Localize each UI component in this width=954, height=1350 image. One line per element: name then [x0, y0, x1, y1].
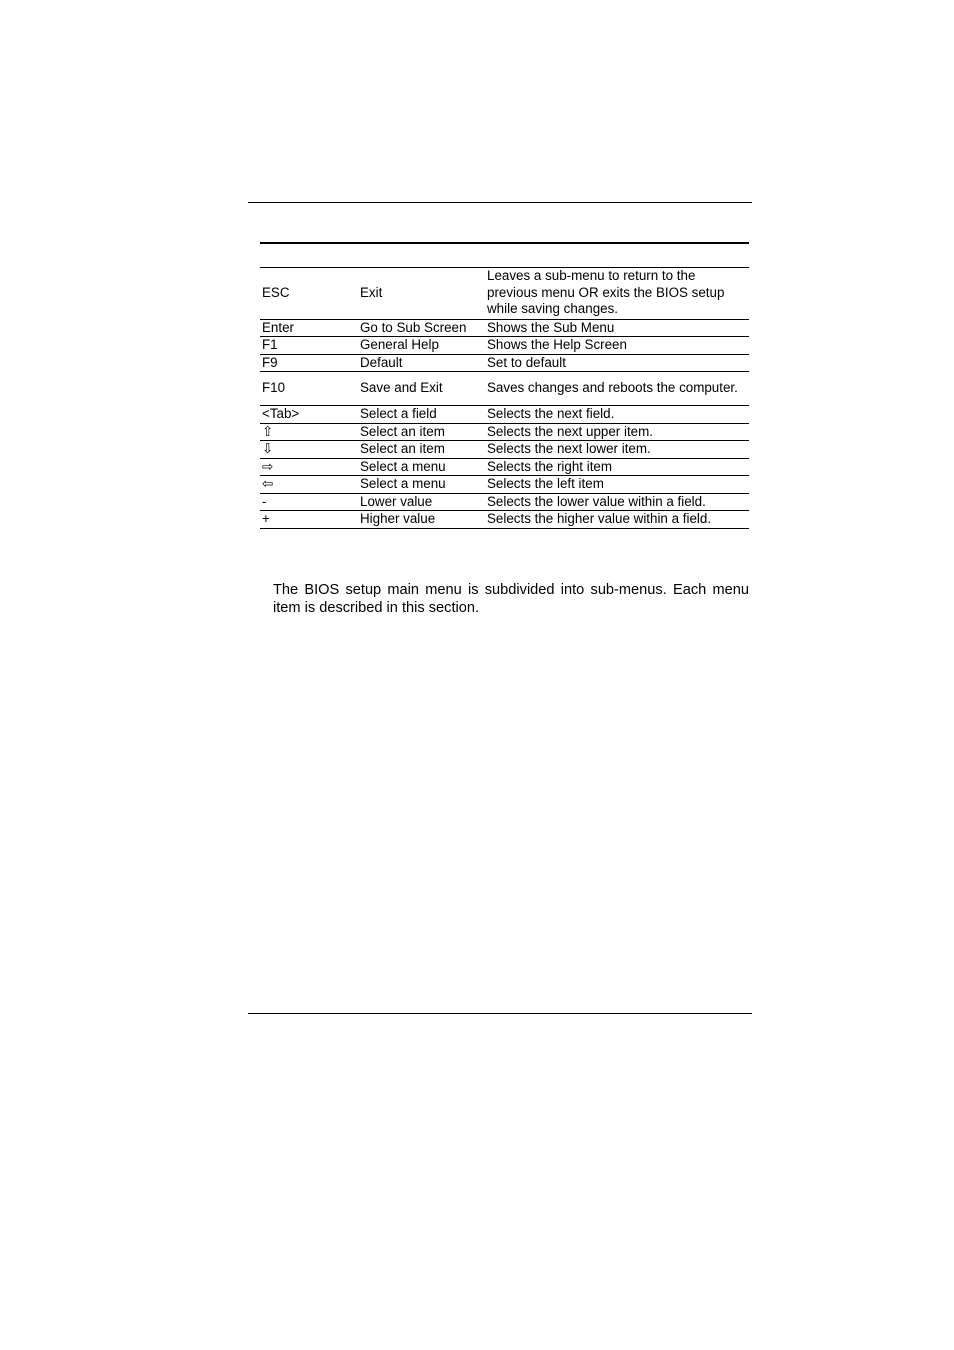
- left-arrow-icon: ⇦: [262, 476, 274, 491]
- table-row: [260, 319, 749, 337]
- function-cell: Lower value: [360, 493, 433, 509]
- table-row: [260, 458, 749, 476]
- description-cell: Set to default: [487, 354, 566, 370]
- description-cell: Selects the next field.: [487, 406, 615, 421]
- up-arrow-icon: ⇧: [262, 423, 274, 439]
- function-cell: Go to Sub Screen: [360, 319, 467, 335]
- description-cell: Selects the left item: [487, 476, 604, 491]
- function-cell: Higher value: [360, 511, 436, 526]
- function-cell: Select a field: [360, 406, 437, 421]
- table-row: [260, 476, 749, 494]
- key-cell: F10: [262, 380, 286, 396]
- key-cell: F9: [262, 354, 278, 370]
- table-row: [260, 354, 749, 372]
- description-cell: Shows the Sub Menu: [487, 319, 615, 335]
- key-cell: Enter: [262, 319, 295, 335]
- description-cell: Selects the higher value within a field.: [487, 511, 712, 526]
- table-row: [260, 493, 749, 511]
- table-row: [260, 423, 749, 441]
- description-cell: Selects the next lower item.: [487, 441, 651, 456]
- function-cell: General Help: [360, 337, 439, 352]
- function-cell: Exit: [360, 284, 383, 300]
- down-arrow-icon: ⇩: [262, 441, 274, 456]
- key-cell: -: [262, 493, 267, 509]
- description-cell: Shows the Help Screen: [487, 337, 627, 352]
- table-row: [260, 441, 749, 459]
- function-cell: Default: [360, 354, 403, 370]
- table-row: [260, 511, 749, 529]
- table-row: [260, 337, 749, 355]
- table-row: [260, 268, 749, 320]
- header-rule: [248, 202, 752, 203]
- function-cell: Select a menu: [360, 458, 446, 474]
- key-cell: F1: [262, 337, 278, 352]
- table-heading-rule: [260, 242, 749, 244]
- key-cell: +: [262, 511, 270, 526]
- function-cell: Save and Exit: [360, 380, 443, 396]
- footer-rule: [248, 1013, 752, 1014]
- right-arrow-icon: ⇨: [262, 458, 274, 474]
- function-cell: Select a menu: [360, 476, 446, 491]
- table-row: [260, 406, 749, 424]
- description-cell: Saves changes and reboots the computer.: [487, 380, 738, 396]
- function-cell: Select an item: [360, 423, 445, 439]
- bios-navigation-keys-table: [260, 267, 749, 529]
- key-cell: <Tab>: [262, 406, 300, 421]
- description-cell: Selects the right item: [487, 458, 613, 474]
- function-cell: Select an item: [360, 441, 445, 456]
- table-row: [260, 372, 749, 406]
- description-cell: Selects the next upper item.: [487, 423, 653, 439]
- key-cell: ESC: [262, 284, 290, 300]
- body-paragraph: The BIOS setup main menu is subdivided into sub-menus. Each menu item is described in this section.: [273, 581, 749, 616]
- description-cell: Leaves a sub-menu to return to the previous menu OR exits the BIOS setup while saving changes.: [487, 268, 725, 316]
- description-cell: Selects the lower value within a field.: [487, 493, 706, 509]
